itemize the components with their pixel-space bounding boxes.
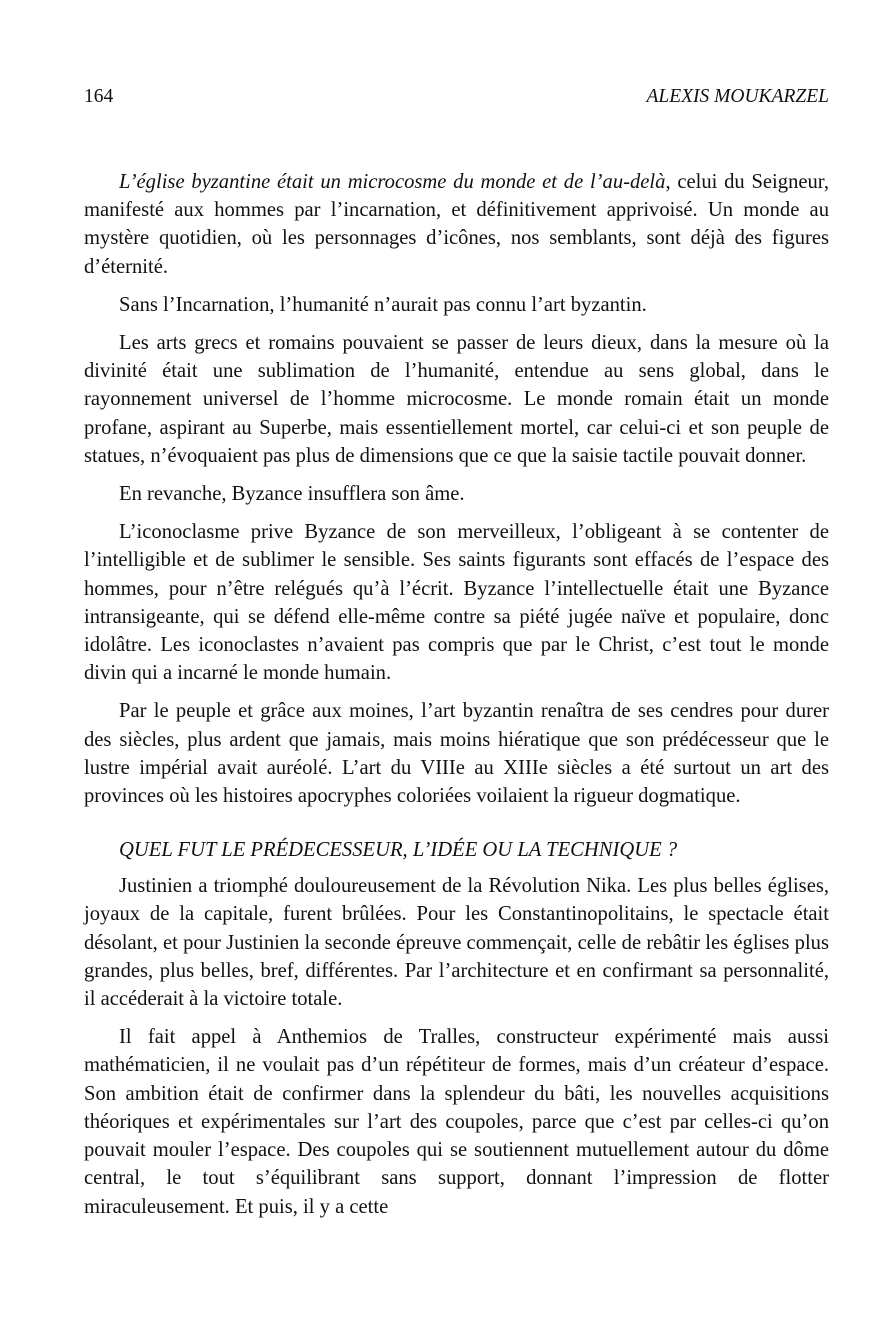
page-number: 164: [84, 86, 114, 107]
paragraph-2: Sans l’Incarnation, l’humanité n’aurait pas connu l’art byzantin.: [119, 293, 647, 316]
paragraph-text: , celui du Seigneur, manifesté aux hommes par l’incarnation, et définitivement apprivoisé. Un monde au mystère quotidien, où les personnages d’icônes, nos semblants, sont déjà des figures d’éternité.: [84, 171, 829, 278]
paragraph-5: L’iconoclasme prive Byzance de son merveilleux, l’obligeant à se contenter de l’intelligible et de sublimer le sensible. Ses saints figurants sont effacés de l’espace des hommes, pour n’être relégués qu’à l’écrit. Byzance l’intellectuelle était une Byzance intransigeante, qui se défend elle-même contre sa piété jugée naïve et populaire, donc idolâtre. Les iconoclastes n’avaient pas compris que par le Christ, c’est tout le monde divin qui a incarné le monde humain.: [84, 521, 829, 685]
body-text: [84, 168, 829, 1221]
section-paragraph-2: Il fait appel à Anthemios de Tralles, constructeur expérimenté mais aussi mathématicien, il ne voulait pas d’un répétiteur de formes, mais d’un créateur d’espace. Son ambition était de confirmer dans la splendeur du bâti, les nouvelles acquisitions théoriques et expérimentales sur l’art des coupoles, parce que c’est par celles-ci qu’on pouvait mouler l’espace. Des coupoles qui se soutiennent mutuellement autour du dôme central, le tout s’équilibrant sans support, donnant l’impression de flotter miraculeusement. Et puis, il y a cette: [84, 1026, 829, 1218]
paragraph-1: [84, 168, 829, 281]
paragraph-4: En revanche, Byzance insufflera son âme.: [119, 483, 465, 506]
running-header: [84, 84, 829, 110]
paragraph-6: Par le peuple et grâce aux moines, l’art byzantin renaîtra de ses cendres pour durer des siècles, plus ardent que jamais, mais moins hiératique que son prédécesseur que le lustre impérial avait auréolé. L’art du VIIIe au XIIIe siècles a été surtout un art des provinces où les histoires apocryphes coloriées voilaient la rigueur dogmatique.: [84, 700, 829, 808]
paragraph-3: Les arts grecs et romains pouvaient se passer de leurs dieux, dans la mesure où la divinité était une sublimation de l’humanité, entendue au sens global, dans le rayonnement universel de l’homme microcosme. Le monde romain était un monde profane, aspirant au Superbe, mais essentiellement mortel, car celui-ci et son peuple de statues, n’évoquaient pas plus de dimensions que ce que la saisie tactile pouvait donner.: [84, 332, 829, 467]
section-paragraph-1: Justinien a triomphé douloureusement de la Révolution Nika. Les plus belles églises, joyaux de la capitale, furent brûlées. Pour les Constantinopolitains, le spectacle était désolant, et pour Justinien la seconde épreuve commençait, celle de rebâtir les églises plus grandes, plus belles, bref, différentes. Par l’architecture et en confirmant sa personnalité, il accéderait à la victoire totale.: [84, 875, 829, 1011]
italic-lead: L’église byzantine était un microcosme du monde et de l’au-delà: [119, 171, 666, 193]
running-author-name: ALEXIS MOUKARZEL: [646, 86, 829, 107]
section-heading: QUEL FUT LE PRÉDECESSEUR, L’IDÉE OU LA TECHNIQUE ?: [119, 839, 678, 862]
